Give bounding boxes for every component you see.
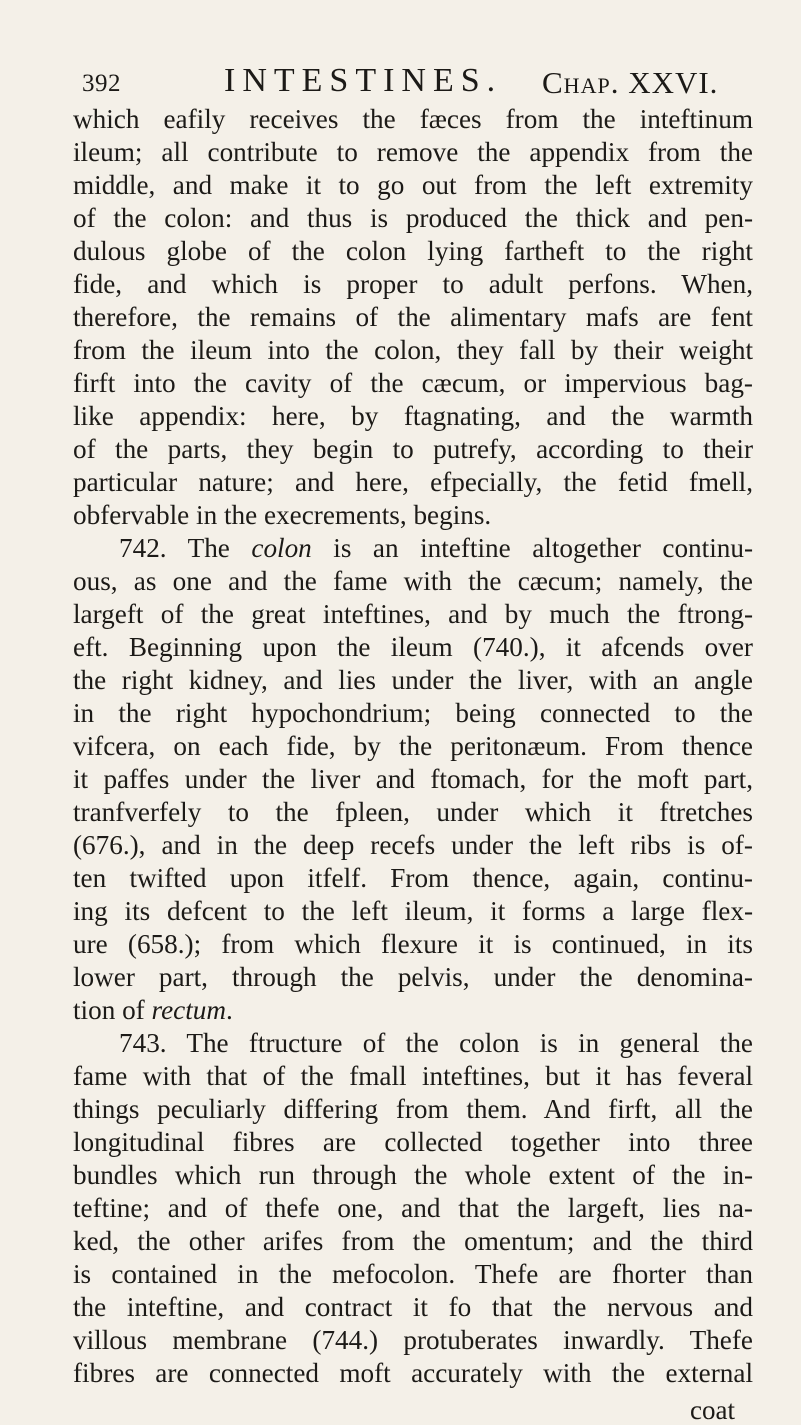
text-line: it paffes under the liver and ftomach, for the moft part,	[73, 764, 753, 794]
body-text	[73, 103, 753, 1390]
text-line: ten twifted upon itfelf. From thence, again, continu-	[73, 863, 753, 893]
text-line: ing its defcent to the left ileum, it forms a large flex-	[73, 896, 753, 926]
text-line: obfervable in the execrements, begins.	[73, 500, 492, 530]
text-line: longitudinal fibres are collected together into three	[73, 1127, 753, 1157]
catchword: coat	[690, 1395, 735, 1425]
paragraph-743-first-line: 743. The ftructure of the colon is in general the	[119, 1028, 753, 1058]
text-line: is contained in the mefocolon. Thefe are fhorter than	[73, 1259, 753, 1289]
text-line: largeft of the great inteftines, and by much the ftrong-	[73, 599, 753, 629]
text-line: ked, the other arifes from the omentum; and the third	[73, 1226, 753, 1256]
text-line: middle, and make it to go out from the left extremity	[73, 170, 753, 200]
text-line: the right kidney, and lies under the liver, with an angle	[73, 665, 753, 695]
text-line: of the colon: and thus is produced the thick and pen-	[73, 203, 753, 233]
page-header	[82, 58, 742, 102]
text-line: ure (658.); from which flexure it is continued, in its	[73, 929, 753, 959]
text-line: tion of rectum.	[73, 995, 233, 1025]
text-line: dulous globe of the colon lying fartheft to the right	[73, 236, 753, 266]
text-line: tranfverfely to the fpleen, under which it ftretches	[73, 797, 753, 827]
text-line: firft into the cavity of the cæcum, or impervious bag-	[73, 368, 753, 398]
text-line: of the parts, they begin to putrefy, according to their	[73, 434, 753, 464]
text-line: fame with that of the fmall inteftines, but it has feveral	[73, 1061, 753, 1091]
text-line: ileum; all contribute to remove the appendix from the	[73, 137, 753, 167]
text-line: teftine; and of thefe one, and that the largeft, lies na-	[73, 1193, 753, 1223]
text-line: in the right hypochondrium; being connected to the	[73, 698, 753, 728]
text-line: (676.), and in the deep recefs under the left ribs is of-	[73, 830, 753, 860]
text-line: bundles which run through the whole extent of the in-	[73, 1160, 753, 1190]
text-line: things peculiarly differing from them. And firft, all the	[73, 1094, 753, 1124]
text-line: eft. Beginning upon the ileum (740.), it afcends over	[73, 632, 753, 662]
paragraph-742-first-line: 742. The colon is an inteftine altogether continu-	[119, 533, 753, 563]
text-line: fide, and which is proper to adult perfons. When,	[73, 269, 753, 299]
text-line: particular nature; and here, efpecially, the fetid fmell,	[73, 467, 753, 497]
text-line: vifcera, on each fide, by the peritonæum. From thence	[73, 731, 753, 761]
text-line: fibres are connected moft accurately with the external	[73, 1358, 753, 1388]
page-number: 392	[82, 70, 121, 97]
running-title: INTESTINES.	[224, 62, 503, 99]
text-line: villous membrane (744.) protuberates inwardly. Thefe	[73, 1325, 753, 1355]
text-line: therefore, the remains of the alimentary mafs are fent	[73, 302, 753, 332]
text-line: ous, as one and the fame with the cæcum; namely, the	[73, 566, 753, 596]
text-line: the inteftine, and contract it fo that the nervous and	[73, 1292, 753, 1322]
chapter-heading: Chap. XXVI.	[542, 65, 719, 100]
text-line: like appendix: here, by ftagnating, and the warmth	[73, 401, 753, 431]
text-line: which eafily receives the fæces from the inteftinum	[73, 104, 753, 134]
text-line: lower part, through the pelvis, under the denomina-	[73, 962, 753, 992]
text-line: from the ileum into the colon, they fall by their weight	[73, 335, 753, 365]
